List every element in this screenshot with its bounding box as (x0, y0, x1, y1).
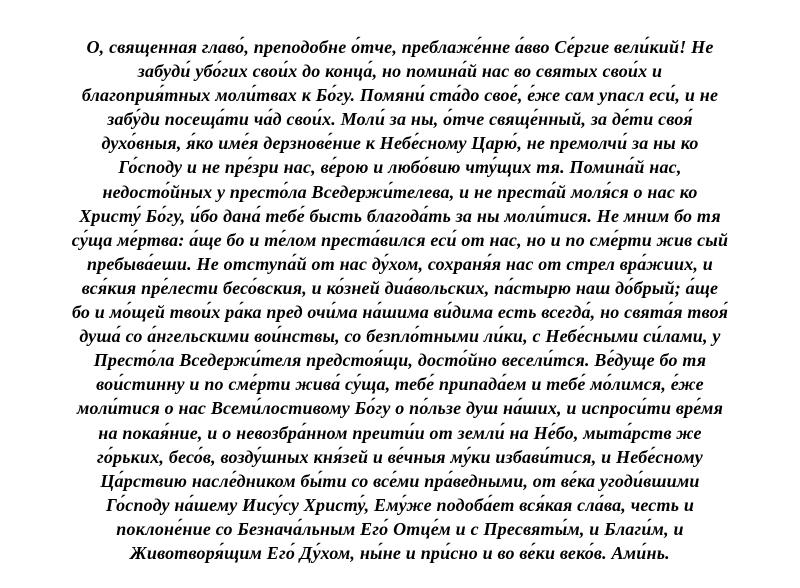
prayer-line: моли́тися о нас Всеми́лостивому Бо́гу о по́льзе душ на́ших, и испроси́ти вре́мя (76, 398, 724, 419)
prayer-line: Престо́ла Вседержи́теля предстоя́щи, досто́йно весели́тся. Ве́дуще бо тя (93, 350, 707, 371)
prayer-line: Ца́рствию насле́дником бы́ти со все́ми пра́ведными, от ве́ка угоди́вшими (100, 470, 700, 491)
prayer-line: вся́кия пре́лести бесо́вския, и ко́зней диа́вольских, па́стырю наш до́брый; а́ще (81, 277, 719, 298)
prayer-line: поклоне́ние со Безнача́льным Его́ Отце́м и с Пресвяты́м, и Благи́м, и (116, 518, 684, 539)
prayer-line: забу́ди посеща́ти ча́д свои́х. Моли́ за ны, о́тче свяще́нный, за де́ти своя́ (107, 109, 693, 130)
prayer-line: на покая́ние, и о невозбра́нном преити́и от земли́ на Не́бо, мыта́рств же (98, 422, 702, 443)
prayer-line: Христу́ Бо́гу, и́бо дана́ тебе́ бысть благода́ть за ны моли́тися. Не мним бо тя (79, 205, 721, 226)
prayer-line: Го́споду и не пре́зри нас, ве́рою и любо́вию чту́щих тя. Помина́й нас, (118, 157, 682, 178)
prayer-line: духо́вныя, я́ко име́я дерзнове́ние к Небе́сному Царю́, не премолчи́ за ны ко (101, 133, 699, 154)
prayer-line: благоприя́тных моли́твах к Бо́гу. Помяни́ ста́до свое́, е́же сам упасл еси́, и не (81, 85, 719, 106)
prayer-line: Го́споду на́шему Иису́су Христу́, Ему́же подоба́ет вся́кая сла́ва, честь и (105, 494, 695, 515)
prayer-line: го́рьких, бесо́в, возду́шных кня́зей и ве́чныя му́ки избави́тися, и Небе́сному (97, 446, 703, 467)
prayer-line: О, священная главо́, преподобне о́тче, преблаже́нне а́вво Се́ргие вели́кий! Не (86, 37, 714, 57)
prayer-text (22, 35, 778, 565)
prayer-line: бо и мо́щей твои́х ра́ка пред очи́ма на́шима ви́дима есть всегда́, но свята́я твоя́ (71, 302, 729, 323)
prayer-line: недосто́йных у престо́ла Вседержи́телева, и не преста́й моля́ся о нас ко (102, 181, 698, 202)
prayer-line: Животворя́щим Его́ Ду́хом, ны́не и при́сно и во ве́ки веко́в. Ами́нь. (130, 542, 670, 563)
prayer-line: душа́ со а́нгельскими вои́нствы, со безпло́тными ли́ки, с Небе́сными си́лами, у (79, 326, 721, 347)
prayer-line: пребыва́еши. Не отступа́й от нас ду́хом, сохраня́я нас от стрел вра́жиих, и (87, 253, 713, 274)
prayer-line: су́ща ме́ртва: а́ще бо и те́лом преста́вился еси́ от нас, но и по сме́рти жив сый (71, 229, 729, 250)
prayer-line: забуди́ убо́гих свои́х до конца́, но помина́й нас во святых свои́х и (137, 61, 663, 82)
prayer-line: вои́стинну и по сме́рти жива́ су́ща, тебе́ припада́ем и тебе́ мо́лимся, е́же (96, 374, 704, 395)
